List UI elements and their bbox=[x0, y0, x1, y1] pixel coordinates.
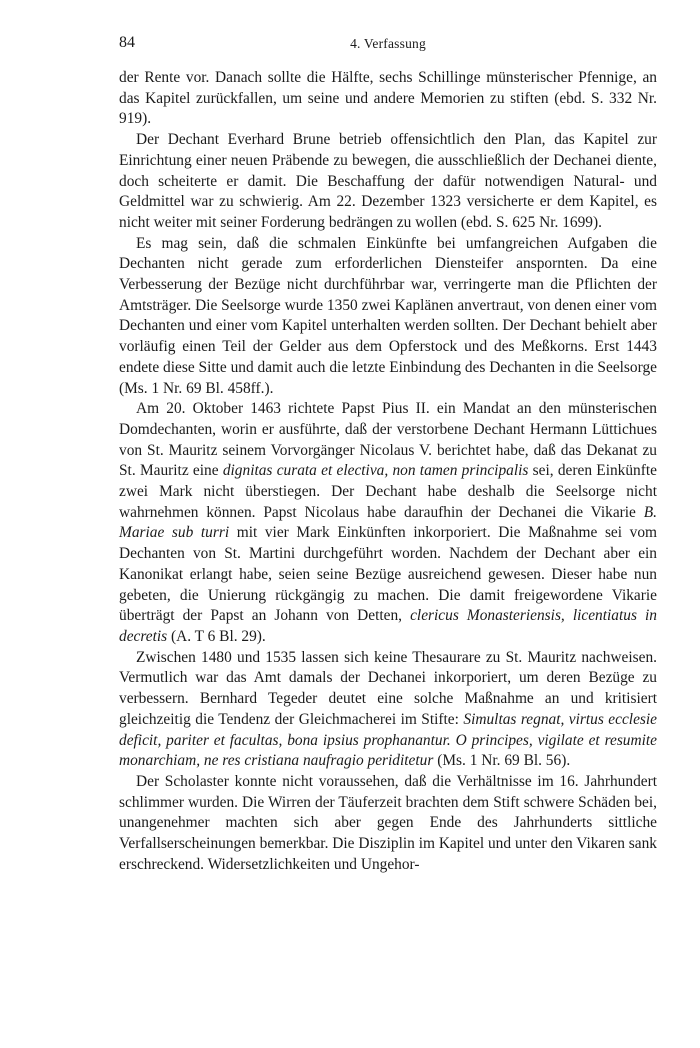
text-segment: sei, deren Einkünfte zwei Mark nicht überstiegen. Der Dechant habe deshalb die Seelsorge nicht wahrnehmen können. Papst Nicolaus habe daraufhin der Dechanei die Vikarie bbox=[119, 462, 657, 521]
text-segment: mit vier Mark Einkünften inkorporiert. Die Maßnahme sei vom Dechanten von St. Martini durchgeführt worden. Nachdem der Dechant aber ein Kanonikat erlangt habe, seien seine Bezüge ausreichend gewesen. Dieser habe nun gebeten, die Unierung rückgängig zu machen. Die damit freigewordene Vikarie überträgt der Papst an Johann von Detten, bbox=[119, 524, 658, 625]
text-segment: Am 20. Oktober 1463 richtete Papst Pius II. ein Mandat an den münsterischen Domdechanten, worin er ausführte, daß der verstorbene Dechant Hermann Lüttichues von St. Mauritz seinem Vorvorgänger Nicolaus V. berichtet habe, daß das Dekanat zu St. Mauritz eine bbox=[119, 400, 657, 480]
text-segment: (A. T 6 Bl. 29). bbox=[167, 627, 266, 645]
latin-quote: clericus Monasteriensis, licentiatus in decretis bbox=[119, 607, 657, 645]
paragraph-p2 bbox=[119, 130, 657, 234]
text-segment: Der Scholaster konnte nicht voraussehen, daß die Verhältnisse im 16. Jahrhundert schlimmer wurden. Die Wirren der Täuferzeit brachten dem Stift schwere Schäden bei, unangenehmer machten sich aber gegen Ende des Jahrhunderts sittliche Verfallserscheinungen bemerkbar. Die Disziplin im Kapitel und unter den Vikaren sank erschreckend. Widersetzlichkeiten und Ungehor- bbox=[119, 772, 657, 873]
page-number: 84 bbox=[119, 34, 135, 51]
running-title: 4. Verfassung bbox=[350, 36, 426, 51]
paragraph-p3 bbox=[119, 234, 657, 400]
text-segment: der Rente vor. Danach sollte die Hälfte, sechs Schillinge münsterischer Pfennige, an das Kapitel zurückfallen, um seine und andere Memorien zu stiften (ebd. S. 332 Nr. 919). bbox=[119, 69, 657, 128]
text-segment: Zwischen 1480 und 1535 lassen sich keine Thesaurare zu St. Mauritz nachweisen. Vermutlich war das Amt damals der Dechanei inkorporiert, um deren Bezüge zu verbessern. Bernhard Tegeder deutet eine solche Maßnahme an und kritisiert gleichzeitig die Tendenz der Gleichmacherei im Stifte: bbox=[119, 648, 657, 728]
latin-quote: B. Mariae sub turri bbox=[119, 503, 657, 542]
latin-quote: Simultas regnat, virtus ecclesie deficit, pariter et facultas, bona ipsius prophanantur. O principes, vigilate et resumite monarchiam, ne res cristiana naufragio periditetur bbox=[119, 710, 658, 770]
body-text bbox=[119, 68, 657, 875]
latin-quote: dignitas curata et electiva, non tamen principalis bbox=[222, 462, 529, 480]
page-header bbox=[119, 34, 657, 56]
paragraph-p6 bbox=[119, 772, 657, 876]
text-segment: Der Dechant Everhard Brune betrieb offensichtlich den Plan, das Kapitel zur Einrichtung einer neuen Präbende zu bewegen, die ausschließlich der Dechanei diente, doch scheiterte er damit. Die Beschaffung der dafür notwendigen Natural- und Geldmittel war zu schwierig. Am 22. Dezember 1323 versicherte er dem Kapitel, es nicht weiter mit seiner Forderung bedrängen zu wollen (ebd. S. 625 Nr. 1699). bbox=[119, 131, 657, 231]
paragraph-p5 bbox=[119, 648, 657, 772]
paragraph-p1 bbox=[119, 68, 657, 130]
text-segment: Es mag sein, daß die schmalen Einkünfte bei umfangreichen Aufgaben die Dechanten nicht gerade zum erforderlichen Diensteifer anspornten. Da eine Verbesserung der Bezüge nicht durchführbar war, verringerte man die Pflichten der Amtsträger. Die Seelsorge wurde 1350 zwei Kaplänen anvertraut, von denen einer vom Dechanten und einer vom Kapitel unterhalten werden sollten. Der Dechant behielt aber vorläufig einen Teil der Gelder aus dem Opferstock und des Meßkorns. Erst 1443 endete diese Sitte und damit auch die letzte Einbindung des Dechanten in die Seelsorge (Ms. 1 Nr. 69 Bl. 458ff.). bbox=[119, 234, 657, 397]
paragraph-p4 bbox=[119, 399, 657, 647]
text-segment: (Ms. 1 Nr. 69 Bl. 56). bbox=[433, 752, 571, 770]
